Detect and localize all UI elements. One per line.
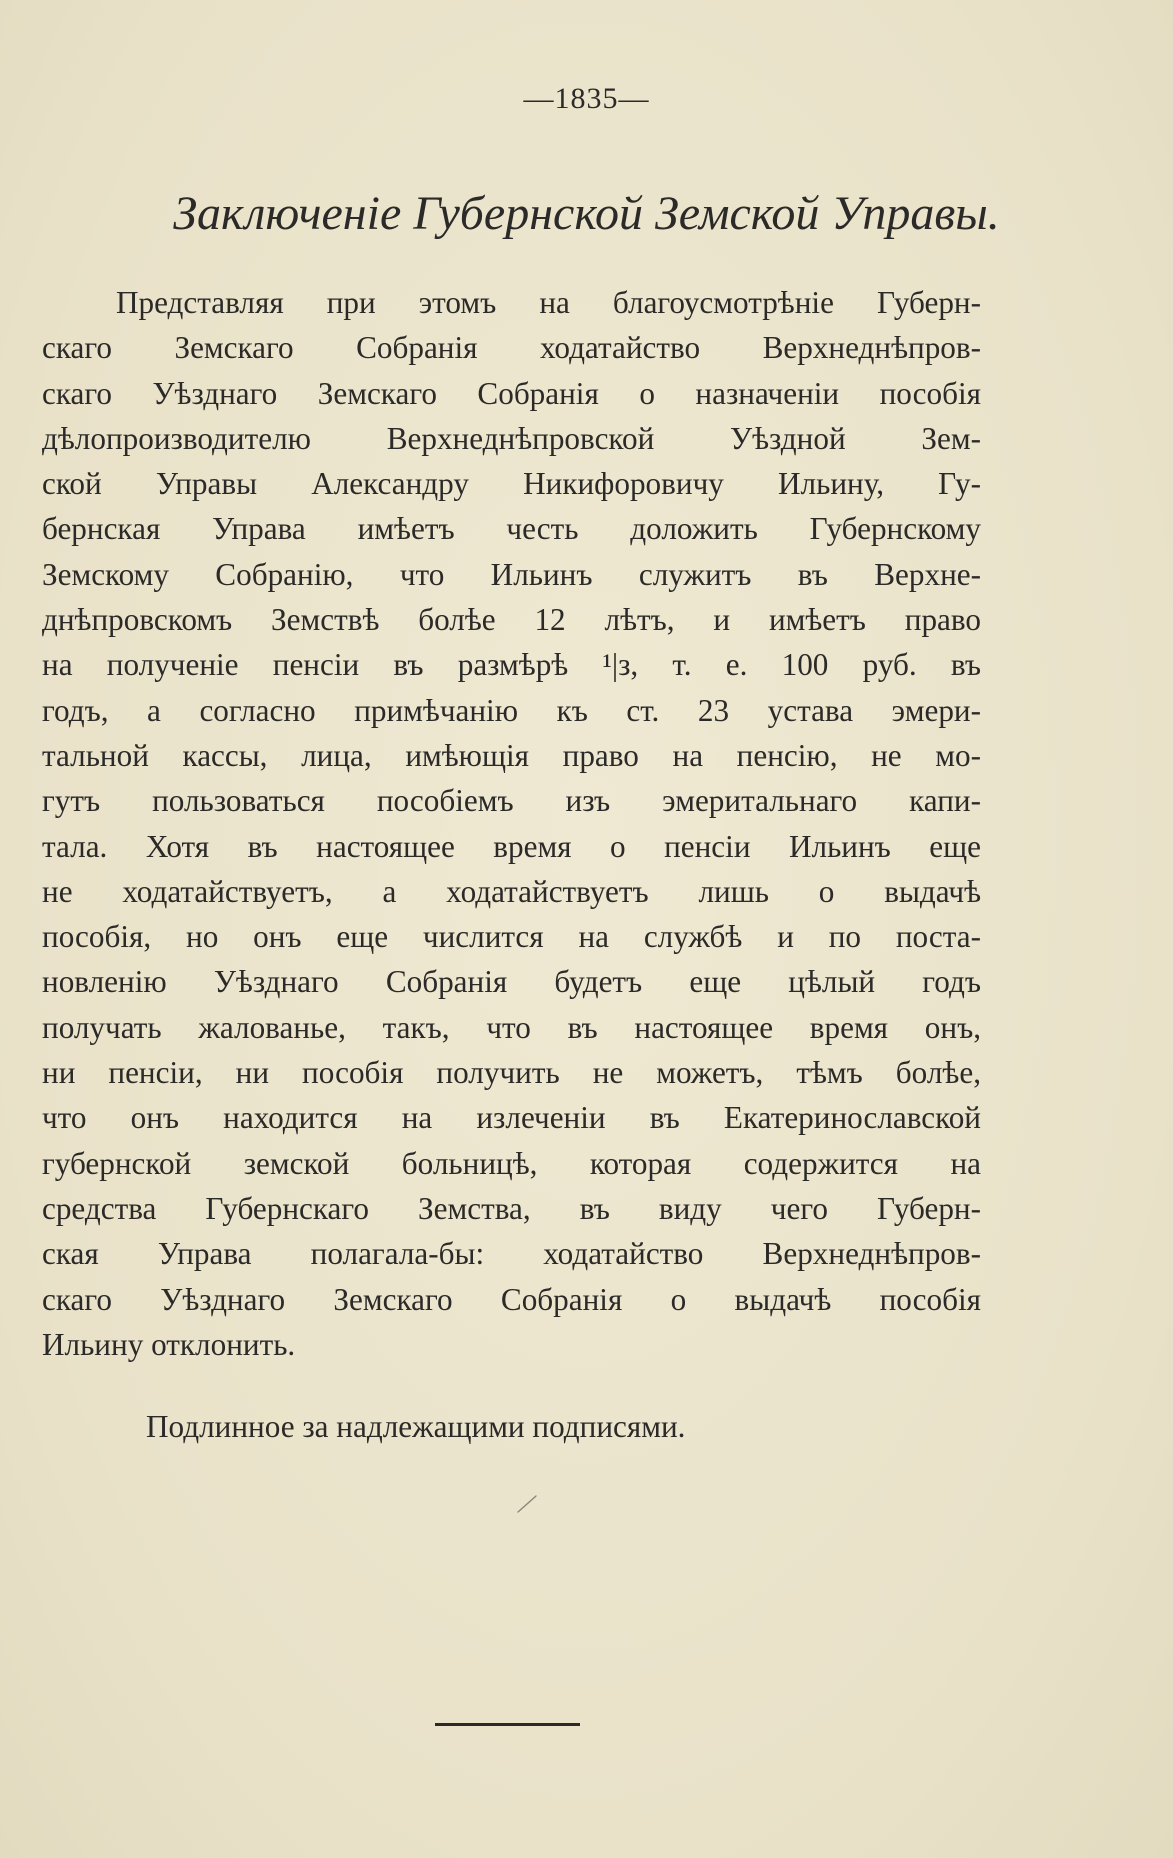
body-line: бернская Управа имѣетъ честь доложить Губернскому: [42, 511, 981, 547]
body-line: средства Губернскаго Земства, въ виду чего Губерн-: [42, 1190, 981, 1226]
body-line: дѣлопроизводителю Верхнеднѣпровской Уѣздной Зем-: [42, 420, 981, 456]
body-line: ской Управы Александру Никифоровичу Ильину, Гу-: [42, 466, 981, 502]
body-line: скаго Уѣзднаго Земскаго Собранія о выдачѣ пособія: [42, 1281, 981, 1317]
body-line: скаго Уѣзднаго Земскаго Собранія о назначеніи пособія: [42, 375, 981, 411]
body-line: ская Управа полагала-бы: ходатайство Верхнеднѣпров-: [42, 1236, 981, 1272]
section-heading: Заключеніе Губернской Земской Управы.: [173, 187, 1000, 240]
closing-note: Подлинное за надлежащими подписями.: [146, 1409, 686, 1444]
body-line: тала. Хотя въ настоящее время о пенсіи Ильинъ еще: [42, 828, 981, 864]
body-line: новленію Уѣзднаго Собранія будетъ еще цѣлый годъ: [42, 964, 981, 1000]
body-line: ни пенсіи, ни пособія получить не можетъ, тѣмъ болѣе,: [42, 1055, 981, 1091]
body-line: на полученіе пенсіи въ размѣрѣ ¹|з, т. е. 100 руб. въ: [42, 647, 981, 683]
body-paragraph: [42, 280, 981, 1367]
body-line: не ходатайствуетъ, а ходатайствуетъ лишь о выдачѣ: [42, 873, 981, 909]
body-line: Ильину отклонить.: [42, 1326, 296, 1362]
body-line: Представляя при этомъ на благоусмотрѣніе Губерн-: [116, 285, 981, 320]
body-line: губернской земской больницѣ, которая содержится на: [42, 1145, 981, 1181]
body-line: днѣпровскомъ Земствѣ болѣе 12 лѣтъ, и имѣетъ право: [42, 602, 981, 638]
body-line: Земскому Собранію, что Ильинъ служитъ въ Верхне-: [42, 556, 981, 592]
body-line: гутъ пользоваться пособіемъ изъ эмеритальнаго капи-: [42, 783, 981, 819]
body-line: годъ, а согласно примѣчанію къ ст. 23 устава эмери-: [42, 692, 981, 728]
pencil-mark-icon: [516, 1494, 538, 1514]
body-line: тальной кассы, лица, имѣющія право на пенсію, не мо-: [42, 737, 981, 773]
body-line: пособія, но онъ еще числится на службѣ и по поста-: [42, 919, 981, 955]
page-number: —1835—: [523, 82, 650, 115]
body-line: получать жалованье, такъ, что въ настоящее время онъ,: [42, 1009, 981, 1045]
end-rule: [435, 1723, 580, 1726]
body-line: что онъ находится на излеченіи въ Екатеринославской: [42, 1100, 981, 1136]
body-line: скаго Земскаго Собранія ходатайство Верхнеднѣпров-: [42, 330, 981, 366]
